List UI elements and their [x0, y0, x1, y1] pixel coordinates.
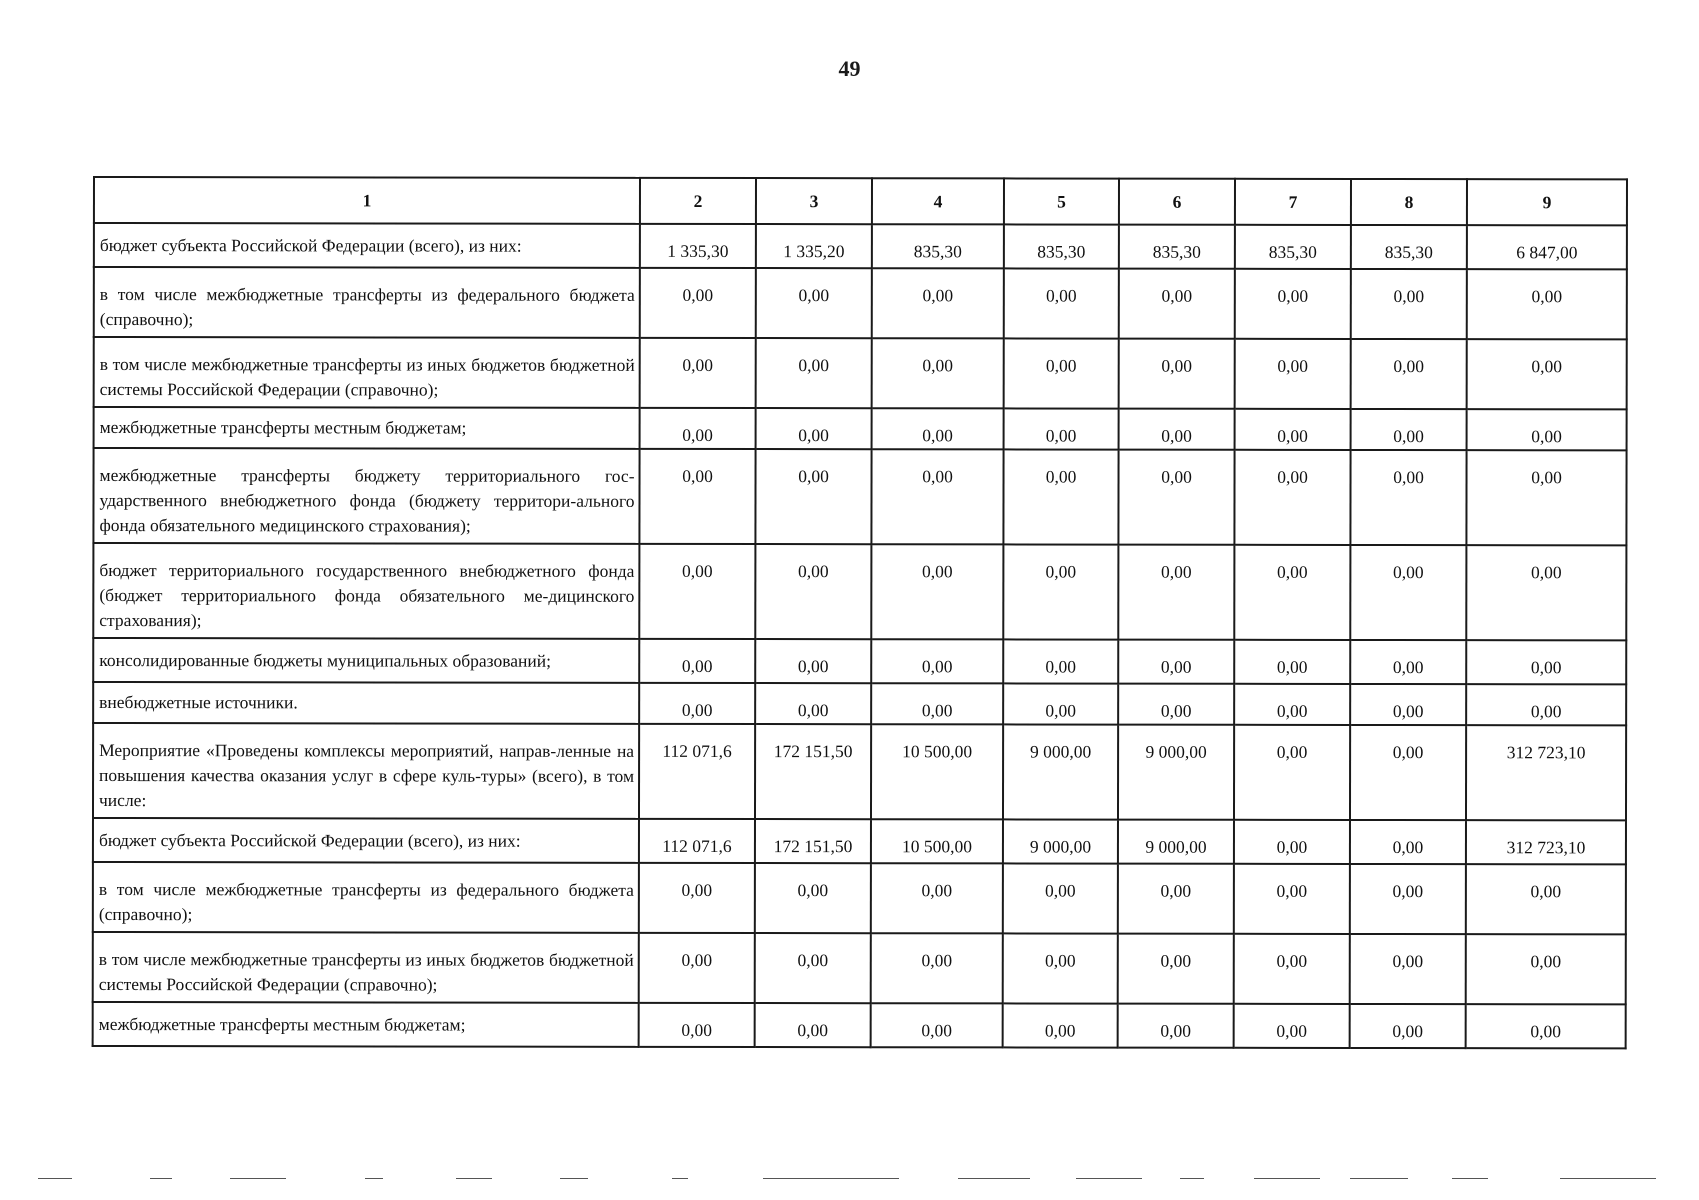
value-cell: 0,00	[1350, 864, 1466, 934]
row-description: в том числе межбюджетные трансферты из федерального бюджета (справочно);	[94, 267, 640, 338]
value-cell: 0,00	[1004, 338, 1119, 408]
table-row	[93, 1002, 1626, 1048]
column-header: 6	[1119, 179, 1235, 225]
table-row	[94, 337, 1627, 409]
value-cell: 0,00	[1351, 409, 1467, 450]
value-cell: 0,00	[871, 1003, 1003, 1047]
table-row	[93, 862, 1626, 934]
value-cell: 0,00	[1467, 339, 1627, 409]
value-cell: 0,00	[639, 863, 755, 933]
table-row	[93, 818, 1626, 864]
value-cell: 0,00	[756, 408, 872, 449]
value-cell: 0,00	[1118, 864, 1234, 934]
value-cell: 0,00	[1467, 409, 1627, 450]
value-cell: 0,00	[639, 933, 755, 1003]
value-cell: 0,00	[871, 933, 1003, 1003]
value-cell: 0,00	[1003, 863, 1118, 933]
value-cell: 0,00	[871, 544, 1003, 639]
value-cell: 0,00	[1350, 934, 1466, 1004]
value-cell: 0,00	[1351, 339, 1467, 409]
value-cell: 0,00	[1119, 409, 1235, 450]
value-cell: 0,00	[755, 1003, 871, 1047]
row-description: бюджет субъекта Российской Федерации (всего), из них:	[93, 818, 639, 863]
value-cell: 0,00	[1003, 639, 1118, 683]
value-cell: 0,00	[755, 683, 871, 724]
column-header: 3	[756, 178, 872, 224]
value-cell: 0,00	[1350, 1004, 1466, 1048]
value-cell: 9 000,00	[1003, 819, 1118, 863]
table-row	[93, 638, 1626, 684]
table-row	[93, 543, 1626, 640]
value-cell: 0,00	[1118, 545, 1234, 640]
value-cell: 0,00	[1003, 933, 1118, 1003]
value-cell: 0,00	[1003, 1003, 1118, 1047]
value-cell: 0,00	[871, 863, 1003, 933]
value-cell: 0,00	[1234, 725, 1350, 820]
value-cell: 0,00	[1466, 1004, 1626, 1048]
value-cell: 0,00	[872, 408, 1004, 449]
value-cell: 0,00	[639, 544, 755, 639]
value-cell: 0,00	[1466, 545, 1626, 640]
value-cell: 1 335,20	[756, 224, 872, 268]
value-cell: 9 000,00	[1118, 725, 1234, 820]
column-header: 9	[1467, 179, 1627, 225]
value-cell: 0,00	[640, 338, 756, 408]
value-cell: 0,00	[1350, 640, 1466, 684]
value-cell: 0,00	[1350, 820, 1466, 864]
value-cell: 0,00	[871, 683, 1003, 724]
row-description: Мероприятие «Проведены комплексы мероприятий, направ-ленные на повышения качества оказания услуг в сфере куль-туры» (всего), в том числе:	[93, 723, 639, 819]
value-cell: 312 723,10	[1466, 820, 1626, 864]
row-description: в том числе межбюджетные трансферты из иных бюджетов бюджетной системы Российской Федерации (справочно);	[94, 337, 640, 408]
value-cell: 112 071,6	[639, 819, 755, 863]
value-cell: 0,00	[1234, 864, 1350, 934]
value-cell: 312 723,10	[1466, 725, 1626, 820]
value-cell: 0,00	[1234, 545, 1350, 640]
value-cell: 0,00	[639, 683, 755, 724]
budget-table	[92, 176, 1628, 1049]
value-cell: 0,00	[1350, 545, 1466, 640]
value-cell: 0,00	[1234, 820, 1350, 864]
table-row	[94, 267, 1627, 339]
value-cell: 0,00	[1235, 409, 1351, 450]
row-description: внебюджетные источники.	[93, 682, 639, 724]
value-cell: 0,00	[640, 408, 756, 449]
value-cell: 0,00	[755, 639, 871, 683]
scan-artifact-lines	[0, 1178, 1699, 1184]
table-header-row	[94, 177, 1627, 225]
value-cell: 0,00	[1119, 269, 1235, 339]
value-cell: 0,00	[872, 338, 1004, 408]
row-description: межбюджетные трансферты бюджету территориального гос-ударственного внебюджетного фонда (бюджету территори-ального фонда обязательного медицинского страхования);	[93, 448, 639, 544]
column-header: 1	[94, 177, 640, 224]
table-row	[94, 407, 1627, 450]
row-description: межбюджетные трансферты местным бюджетам;	[94, 407, 640, 449]
value-cell: 0,00	[1467, 269, 1627, 339]
value-cell: 0,00	[1466, 864, 1626, 934]
value-cell: 0,00	[1466, 450, 1626, 545]
value-cell: 0,00	[872, 268, 1004, 338]
value-cell: 0,00	[640, 268, 756, 338]
column-header: 5	[1004, 178, 1119, 224]
value-cell: 0,00	[755, 544, 871, 639]
row-description: бюджет субъекта Российской Федерации (всего), из них:	[94, 223, 640, 268]
value-cell: 9 000,00	[1003, 724, 1118, 819]
row-description: межбюджетные трансферты местным бюджетам;	[93, 1002, 639, 1047]
value-cell: 0,00	[1003, 544, 1118, 639]
value-cell: 835,30	[872, 224, 1004, 268]
value-cell: 0,00	[1118, 934, 1234, 1004]
value-cell: 0,00	[1004, 408, 1119, 449]
value-cell: 0,00	[1003, 449, 1118, 544]
table-row	[93, 682, 1626, 725]
value-cell: 0,00	[639, 639, 755, 683]
value-cell: 0,00	[1118, 1004, 1234, 1048]
value-cell: 1 335,30	[640, 224, 756, 268]
row-description: в том числе межбюджетные трансферты из иных бюджетов бюджетной системы Российской Федерации (справочно);	[93, 932, 639, 1003]
value-cell: 0,00	[1350, 450, 1466, 545]
table-row	[93, 723, 1626, 820]
value-cell: 835,30	[1004, 224, 1119, 268]
value-cell: 112 071,6	[639, 724, 755, 819]
value-cell: 0,00	[1351, 269, 1467, 339]
value-cell: 0,00	[1235, 339, 1351, 409]
value-cell: 10 500,00	[871, 819, 1003, 863]
value-cell: 0,00	[1234, 450, 1350, 545]
table-row	[94, 223, 1627, 269]
value-cell: 0,00	[1466, 684, 1626, 725]
value-cell: 0,00	[755, 449, 871, 544]
value-cell: 0,00	[1234, 684, 1350, 725]
value-cell: 0,00	[1466, 934, 1626, 1004]
column-header: 2	[640, 178, 756, 224]
value-cell: 0,00	[1118, 640, 1234, 684]
value-cell: 0,00	[1003, 683, 1118, 724]
value-cell: 0,00	[1119, 339, 1235, 409]
value-cell: 0,00	[1350, 684, 1466, 725]
column-header: 4	[872, 178, 1004, 224]
row-description: консолидированные бюджеты муниципальных образований;	[93, 638, 639, 683]
value-cell: 0,00	[1118, 684, 1234, 725]
value-cell: 0,00	[756, 338, 872, 408]
value-cell: 835,30	[1119, 225, 1235, 269]
value-cell: 0,00	[1234, 934, 1350, 1004]
value-cell: 0,00	[1350, 725, 1466, 820]
value-cell: 0,00	[756, 268, 872, 338]
table-row	[93, 932, 1626, 1004]
value-cell: 9 000,00	[1118, 820, 1234, 864]
column-header: 7	[1235, 179, 1351, 225]
value-cell: 835,30	[1235, 225, 1351, 269]
table-row	[93, 448, 1626, 545]
value-cell: 0,00	[1466, 640, 1626, 684]
value-cell: 172 151,50	[755, 819, 871, 863]
value-cell: 0,00	[1118, 450, 1234, 545]
value-cell: 0,00	[755, 933, 871, 1003]
value-cell: 0,00	[871, 639, 1003, 683]
value-cell: 0,00	[639, 1003, 755, 1047]
row-description: в том числе межбюджетные трансферты из федерального бюджета (справочно);	[93, 862, 639, 933]
value-cell: 0,00	[871, 449, 1003, 544]
value-cell: 0,00	[1234, 1004, 1350, 1048]
value-cell: 0,00	[755, 863, 871, 933]
value-cell: 0,00	[1004, 268, 1119, 338]
value-cell: 10 500,00	[871, 724, 1003, 819]
value-cell: 6 847,00	[1467, 225, 1627, 269]
value-cell: 0,00	[1235, 269, 1351, 339]
row-description: бюджет территориального государственного внебюджетного фонда (бюджет территориального фонда обязательного ме-дицинского страхования);	[93, 543, 639, 639]
value-cell: 0,00	[1234, 640, 1350, 684]
value-cell: 0,00	[639, 449, 755, 544]
value-cell: 172 151,50	[755, 724, 871, 819]
value-cell: 835,30	[1351, 225, 1467, 269]
column-header: 8	[1351, 179, 1467, 225]
page-number: 49	[838, 56, 861, 81]
